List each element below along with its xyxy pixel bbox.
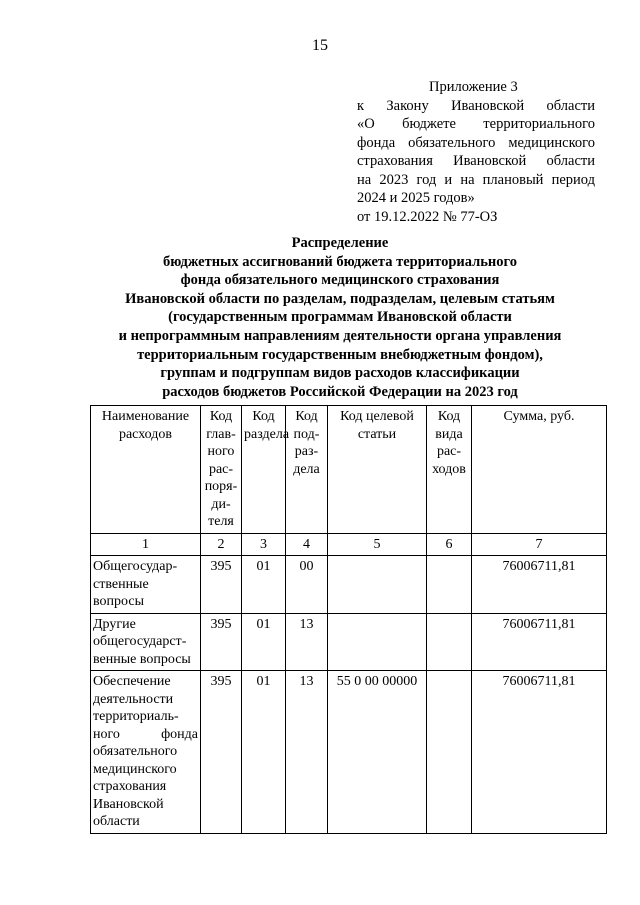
row-main-manager-code: 395	[201, 556, 242, 614]
appendix-line: страхования Ивановской области	[357, 153, 595, 169]
header-expense-type-code: Код вида расходов	[427, 406, 472, 534]
table-row	[91, 613, 607, 671]
row-target-code	[328, 556, 427, 614]
title-line: Распределение	[291, 235, 389, 251]
table-row	[91, 671, 607, 834]
row-name: Другие общегосударственные вопросы	[91, 613, 201, 671]
row-subsection-code: 13	[286, 613, 328, 671]
page-number: 15	[312, 37, 328, 54]
title-line: фонда обязательного медицинского страхования	[180, 272, 500, 289]
appendix-date: от 19.12.2022 № 77-ОЗ	[357, 208, 498, 225]
row-name: Общегосударственные вопросы	[91, 556, 201, 614]
column-number: 2	[201, 533, 242, 556]
appendix-line: на 2023 год и на плановый период	[357, 171, 595, 188]
row-name: Обеспечение деятельности территориального фонда обязательного медицинского страхования Ивановской области	[91, 671, 201, 834]
row-main-manager-code: 395	[201, 671, 242, 834]
row-expense-type-code	[427, 556, 472, 614]
title-line: и непрограммным направлениям деятельности органа управления	[118, 327, 562, 344]
header-main-manager-code: Код главного распорядителя	[201, 406, 242, 534]
column-number: 7	[472, 533, 607, 556]
table-row	[91, 556, 607, 614]
appendix-line: «О бюджете территориального	[357, 116, 595, 132]
row-target-code	[328, 613, 427, 671]
appendix-line: фонда обязательного медицинского	[357, 134, 595, 151]
row-main-manager-code: 395	[201, 613, 242, 671]
table-header-row	[91, 406, 607, 534]
header-sum: Сумма, руб.	[472, 406, 607, 534]
appendix-block	[357, 78, 595, 226]
row-sum: 76006711,81	[472, 556, 607, 614]
header-name: Наименование расходов	[91, 406, 201, 534]
appendix-line: 2024 и 2025 годов»	[357, 190, 475, 206]
document-title	[60, 234, 620, 401]
column-number: 1	[91, 533, 201, 556]
row-section-code: 01	[242, 556, 286, 614]
column-number: 6	[427, 533, 472, 556]
row-section-code: 01	[242, 671, 286, 834]
column-number: 3	[242, 533, 286, 556]
header-subsection-code: Код подраздела	[286, 406, 328, 534]
title-line: бюджетных ассигнований бюджета территориального	[162, 253, 517, 270]
column-number: 5	[328, 533, 427, 556]
row-section-code: 01	[242, 613, 286, 671]
appendix-title: Приложение 3	[429, 79, 518, 95]
title-line: группам и подгруппам видов расходов классификации	[160, 365, 520, 382]
budget-table	[90, 405, 607, 834]
column-number: 4	[286, 533, 328, 556]
title-line: территориальным государственным внебюджетным фондом),	[137, 346, 543, 363]
title-line: Ивановской области по разделам, подразделам, целевым статьям	[125, 290, 555, 307]
row-target-code: 55 0 00 00000	[328, 671, 427, 834]
title-line: расходов бюджетов Российской Федерации на 2023 год	[162, 383, 518, 400]
row-expense-type-code	[427, 613, 472, 671]
header-target-code: Код целевой статьи	[328, 406, 427, 534]
row-sum: 76006711,81	[472, 613, 607, 671]
row-subsection-code: 00	[286, 556, 328, 614]
column-number-row	[91, 533, 607, 556]
header-section-code: Код раздела	[242, 406, 286, 534]
row-subsection-code: 13	[286, 671, 328, 834]
title-line: (государственным программам Ивановской области	[168, 309, 512, 326]
row-sum: 76006711,81	[472, 671, 607, 834]
row-expense-type-code	[427, 671, 472, 834]
appendix-line: к Закону Ивановской области	[357, 97, 595, 114]
